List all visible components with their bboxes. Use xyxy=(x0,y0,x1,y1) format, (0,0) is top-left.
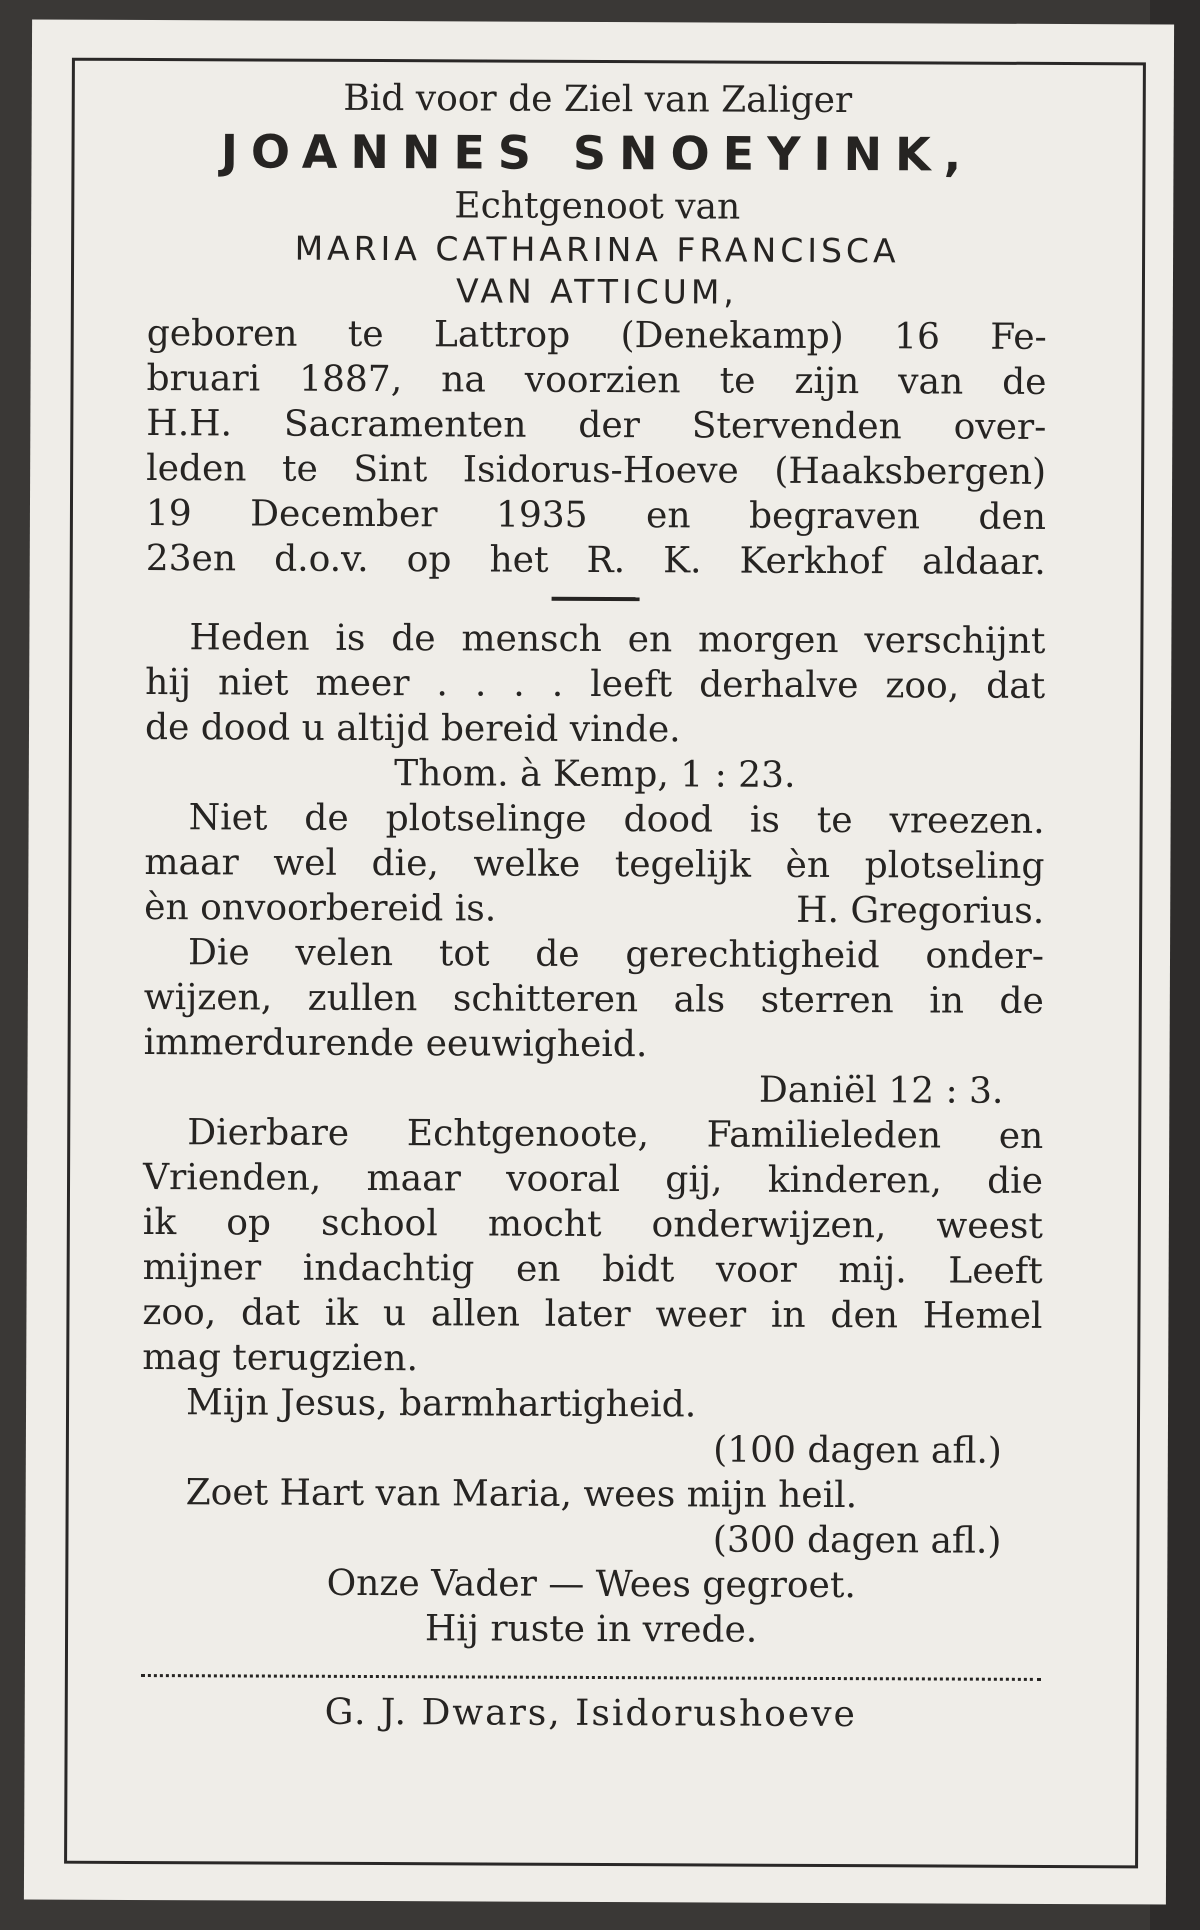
farewell-line: mijner indachtig en bidt voor mij. Leeft xyxy=(142,1247,1043,1292)
bio-line: 19 December 1935 en begraven den xyxy=(145,493,1047,538)
indulgence-note: (300 dagen afl.) xyxy=(712,1519,1002,1562)
prayer-line: Onze Vader — Wees gegroet. xyxy=(326,1562,856,1607)
quote-line: immerdurende eeuwigheid. xyxy=(143,1022,648,1066)
bio-line: 23en d.o.v. op het R. K. Kerkhof aldaar. xyxy=(145,538,1046,583)
quote-kempis xyxy=(145,615,1046,799)
farewell-line: ik op school mocht onderwijzen, weest xyxy=(142,1202,1043,1247)
prayer-line: Mijn Jesus, barmhartigheid. xyxy=(185,1382,697,1426)
closing-line: Hij ruste in vrede. xyxy=(424,1608,758,1651)
printer-credit: G. J. Dwars, Isidorushoeve xyxy=(324,1691,857,1736)
quote-daniel xyxy=(143,930,1044,1114)
quote-line: wijzen, zullen schitteren als sterren in de xyxy=(143,977,1044,1022)
bio-line: H.H. Sacramenten der Stervenden over- xyxy=(146,403,1047,448)
biography xyxy=(146,311,1047,585)
dotted-divider xyxy=(141,1674,1041,1681)
farewell-line: zoo, dat ik u allen later weer in den Hemel xyxy=(142,1292,1043,1337)
quote-gregorius xyxy=(144,795,1045,934)
card-content xyxy=(141,75,1048,1738)
prayer-heading: Bid voor de Ziel van Zaliger xyxy=(343,77,853,122)
quote-source: H. Gregorius. xyxy=(796,889,1045,932)
quote-line: Niet de plotselinge dood is te vreezen. xyxy=(188,797,1045,842)
farewell-line: Vrienden, maar vooral gij, kinderen, die xyxy=(142,1157,1044,1202)
spouse-name-line-1: MARIA CATHARINA FRANCISCA xyxy=(294,228,900,271)
indulgence-note: (100 dagen afl.) xyxy=(713,1429,1002,1472)
quote-line-with-source xyxy=(144,885,1044,934)
section-divider xyxy=(552,597,640,601)
farewell-message xyxy=(142,1110,1043,1384)
bio-line: geboren te Lattrop (Denekamp) 16 Fe- xyxy=(146,313,1047,358)
farewell-line: Dierbare Echtgenoote, Familieleden en xyxy=(187,1112,1044,1157)
memorial-card xyxy=(24,20,1174,1905)
bio-line: bruari 1887, na voorzien te zijn van de xyxy=(146,358,1047,403)
quote-source: Thom. à Kemp, 1 : 23. xyxy=(394,753,796,796)
quote-line: Die velen tot de gerechtigheid onder- xyxy=(187,932,1045,977)
spouse-intro: Echtgenoot van xyxy=(454,185,741,228)
quote-line: èn onvoorbereid is. xyxy=(144,887,497,930)
farewell-line: mag terugzien. xyxy=(142,1337,419,1380)
prayer-line: Zoet Hart van Maria, wees mijn heil. xyxy=(185,1472,858,1517)
quote-line: hij niet meer . . . . leeft derhalve zoo, dat xyxy=(145,662,1046,707)
quote-line: de dood u altijd bereid vinde. xyxy=(144,707,681,751)
quote-line: maar wel die, welke tegelijk èn plotseling xyxy=(144,842,1045,887)
quote-line: Heden is de mensch en morgen verschijnt xyxy=(189,617,1046,662)
spouse-name-line-2: VAN ATTICUM, xyxy=(455,271,738,312)
prayers xyxy=(141,1380,1042,1654)
deceased-name: JOANNES SNOEYINK, xyxy=(220,124,975,182)
bio-line: leden te Sint Isidorus-Hoeve (Haaksbergen) xyxy=(146,448,1047,493)
quote-source: Daniël 12 : 3. xyxy=(758,1069,1004,1112)
